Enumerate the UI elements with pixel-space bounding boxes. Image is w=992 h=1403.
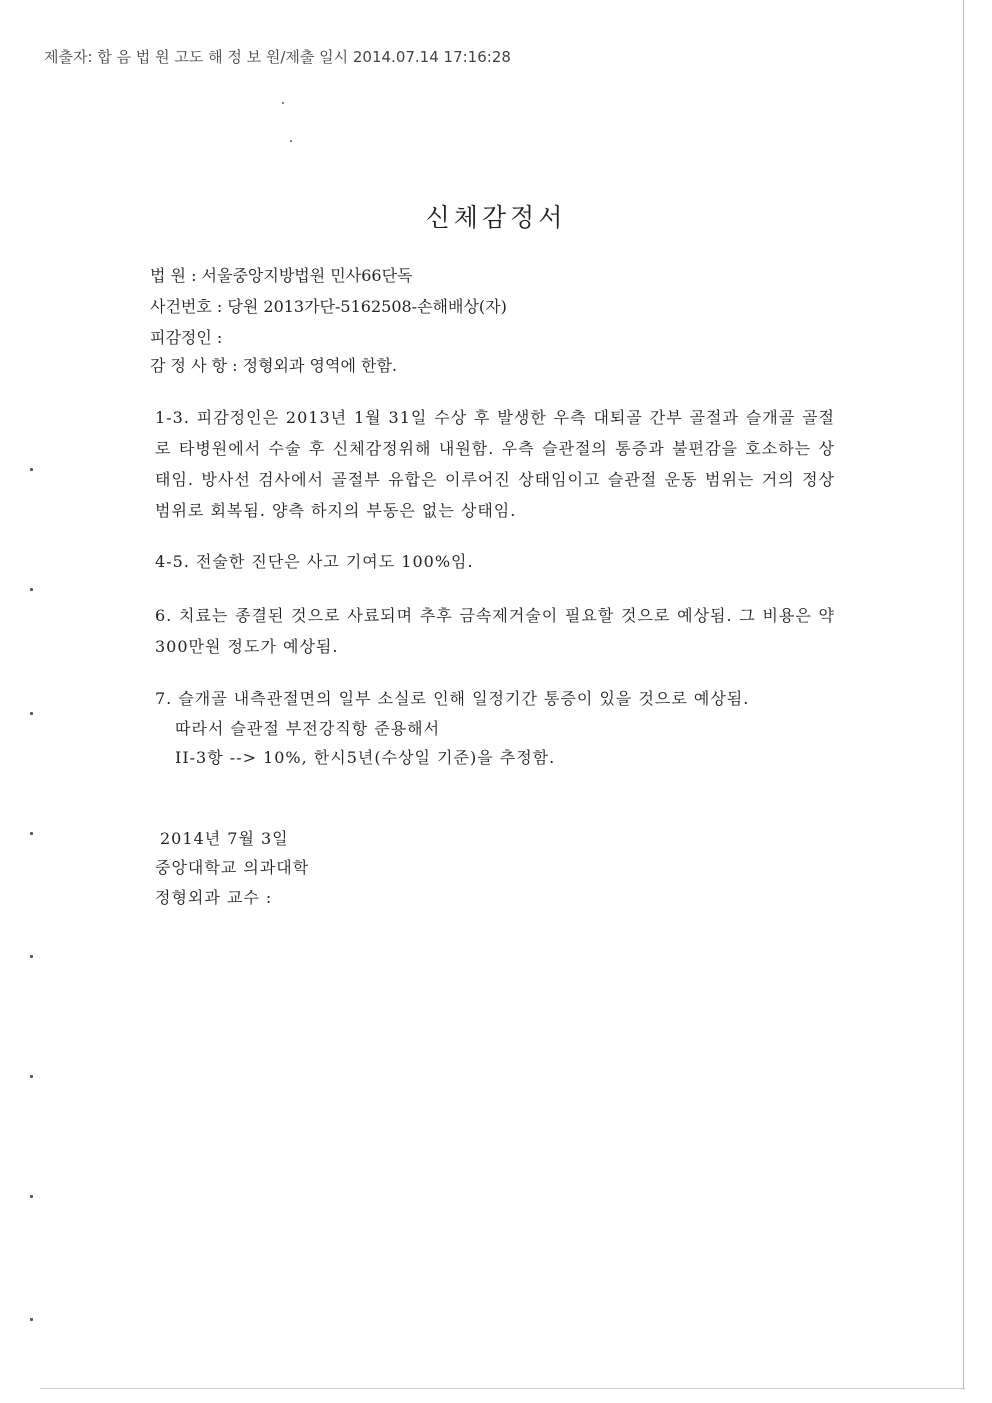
signature-institution: 중앙대학교 의과대학 xyxy=(155,858,310,877)
scan-mark xyxy=(30,468,33,471)
scan-mark xyxy=(30,1318,33,1321)
paragraph-disability-line1: 7. 슬개골 내측관절면의 일부 소실로 인해 일정기간 통증이 있을 것으로 예상됨. xyxy=(155,689,750,708)
signature-date: 2014년 7월 3일 xyxy=(160,829,289,848)
signature-department: 정형외과 교수 : xyxy=(155,888,273,907)
paragraph-contribution: 4-5. 전술한 진단은 사고 기여도 100%임. xyxy=(155,552,474,571)
field-scope: 감 정 사 항 : 정형외과 영역에 한함. xyxy=(150,356,398,375)
page-bottom-edge xyxy=(40,1388,965,1389)
paragraph-treatment: 6. 치료는 종결된 것으로 사료되며 추후 금속제거술이 필요할 것으로 예상됨. 그 비용은 약 300만원 정도가 예상됨. xyxy=(155,606,835,656)
submission-stamp: 제출자: 합 음 법 원 고도 해 정 보 원/제출 일시 2014.07.14 17:16:28 xyxy=(44,48,511,66)
paragraph-findings: 1-3. 피감정인은 2013년 1월 31일 수상 후 발생한 우측 대퇴골 간부 골절과 슬개골 골절로 타병원에서 수술 후 신체감정위해 내원함. 우측 슬관절의 통증과 불편감을 호소하는 상태임. 방사선 검사에서 골절부 유합은 이루어진 상태임이고 슬관절 운동 범위는 거의 정상 범위로 회복됨. 양측 하지의 부동은 없는 상태임. xyxy=(155,408,835,520)
field-examinee: 피감정인 : xyxy=(150,328,223,347)
scan-mark xyxy=(30,1195,33,1198)
scan-mark xyxy=(30,588,33,591)
paragraph-disability-line2: 따라서 슬관절 부전강직항 준용해서 xyxy=(175,719,441,738)
scan-mark xyxy=(282,102,284,104)
scan-mark xyxy=(30,832,33,835)
scan-mark xyxy=(30,955,33,958)
scan-mark xyxy=(30,712,33,715)
document-title: 신체감정서 xyxy=(425,203,567,232)
scan-mark xyxy=(30,1075,33,1078)
field-case-number: 사건번호 : 당원 2013가단-5162508-손해배상(자) xyxy=(150,297,507,316)
field-court: 법 원 : 서울중앙지방법원 민사66단독 xyxy=(150,266,413,285)
paragraph-disability-line3: II-3항 --> 10%, 한시5년(수상일 기준)을 추정함. xyxy=(175,748,556,767)
scan-mark xyxy=(290,140,292,142)
